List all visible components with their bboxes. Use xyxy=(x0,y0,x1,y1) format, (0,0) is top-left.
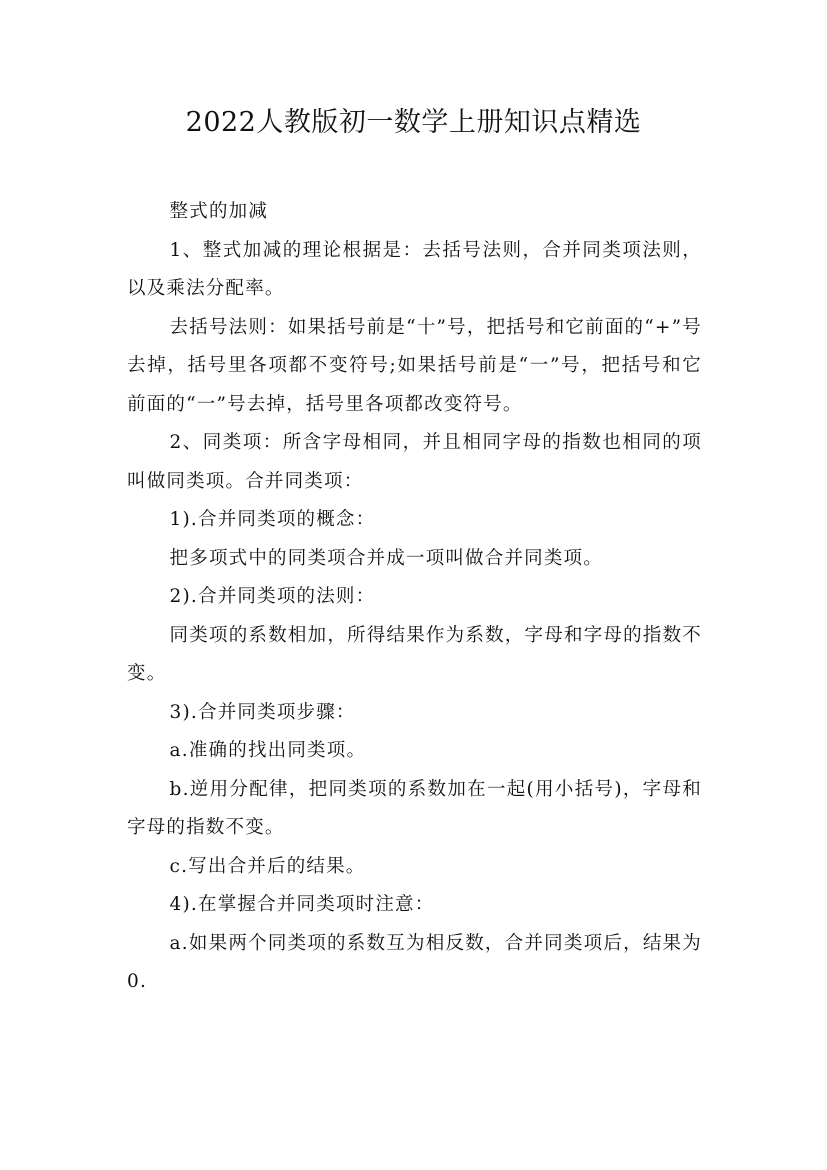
paragraph: c.写出合并后的结果。 xyxy=(169,855,366,877)
paragraph: 2).合并同类项的法则： xyxy=(169,586,376,607)
paragraph: b.逆用分配律，把同类项的系数加在一起(用小括号)，字母和字母的指数不变。 xyxy=(127,778,702,838)
paragraph: 同类项的系数相加，所得结果作为系数，字母和字母的指数不变。 xyxy=(127,624,702,684)
document-title: 2022人教版初一数学上册知识点精选 xyxy=(185,107,642,138)
paragraph: 4).在掌握合并同类项时注意： xyxy=(169,894,435,915)
paragraph: 1、整式加减的理论根据是：去括号法则，合并同类项法则，以及乘法分配率。 xyxy=(127,239,702,299)
paragraph: 把多项式中的同类项合并成一项叫做合并同类项。 xyxy=(169,547,603,569)
paragraph: 3).合并同类项步骤： xyxy=(169,701,356,723)
paragraph: 1).合并同类项的概念： xyxy=(169,509,376,530)
paragraph: a.如果两个同类项的系数互为相反数，合并同类项后，结果为0. xyxy=(127,932,702,992)
paragraph: 去括号法则：如果括号前是“十”号，把括号和它前面的“+”号去掉，括号里各项都不变符号;如果括号前是“一”号，把括号和它前面的“一”号去掉，括号里各项都改变符号。 xyxy=(127,316,702,415)
paragraph: a.准确的找出同类项。 xyxy=(169,740,367,761)
document-body xyxy=(127,193,702,1002)
paragraph: 2、同类项：所含字母相同，并且相同字母的指数也相同的项叫做同类项。合并同类项： xyxy=(127,432,702,492)
section-heading: 整式的加减 xyxy=(169,201,269,222)
